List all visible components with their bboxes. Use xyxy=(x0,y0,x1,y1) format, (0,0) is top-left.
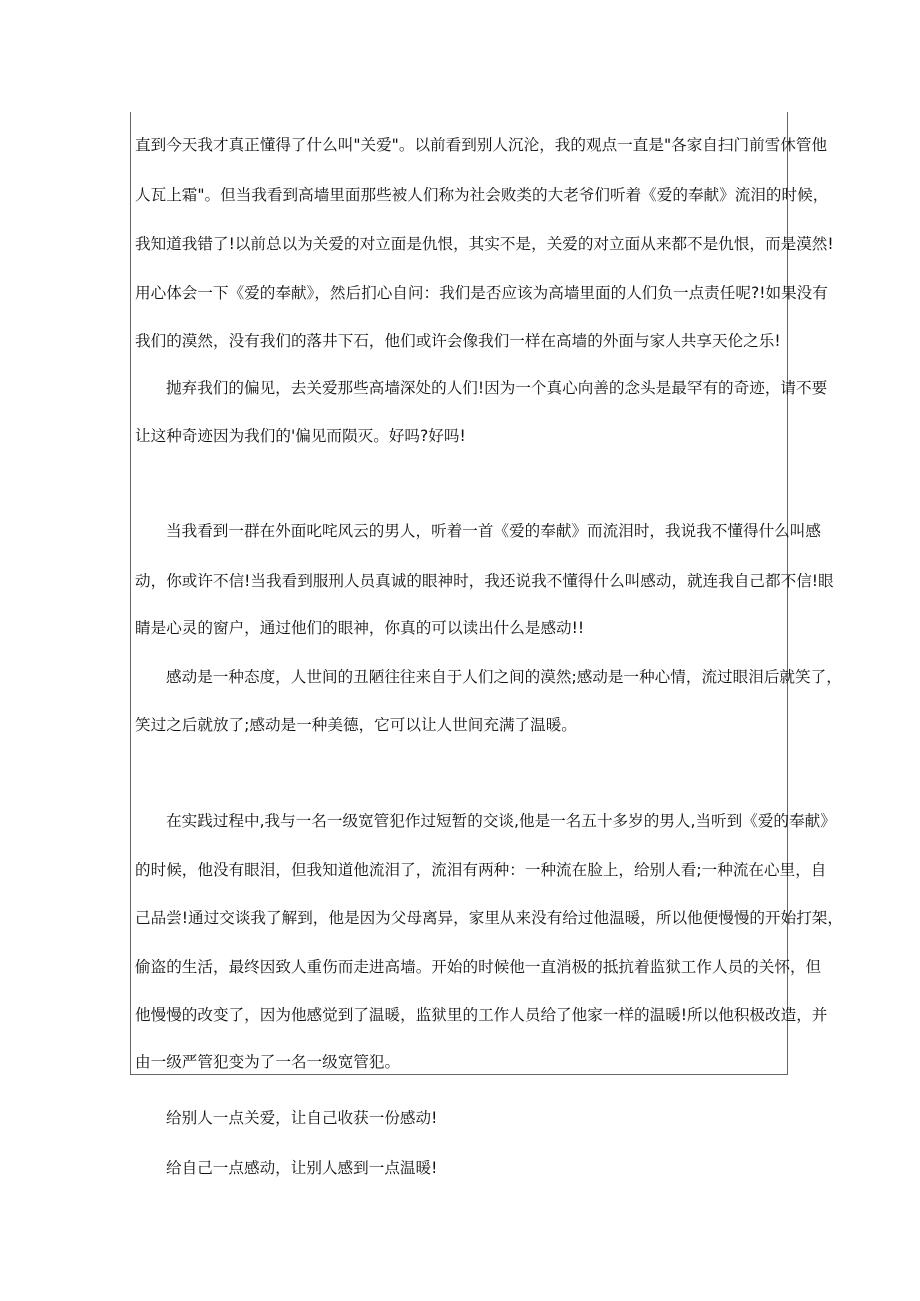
paragraph-line: 感动是一种态度，人世间的丑陋往往来自于人们之间的漠然;感动是一种心情，流过眼泪后就笑了， xyxy=(166,668,842,686)
closing-line: 给别人一点关爱，让自己收获一份感动! xyxy=(166,1109,438,1127)
paragraph-line: 让这种奇迹因为我们的'偏见而陨灭。好吗?好吗! xyxy=(135,427,466,445)
paragraph-line: 由一级严管犯变为了一名一级宽管犯。 xyxy=(135,1053,401,1071)
paragraph-line: 笑过之后就放了;感动是一种美德，它可以让人世间充满了温暖。 xyxy=(135,716,577,734)
paragraph-line: 抛弃我们的偏见，去关爱那些高墙深处的人们!因为一个真心向善的念头是最罕有的奇迹，请不要 xyxy=(166,379,828,397)
closing-line: 给自己一点感动，让别人感到一点温暖! xyxy=(166,1159,438,1177)
paragraph-line: 用心体会一下《爱的奉献》，然后扪心自问：我们是否应该为高墙里面的人们负一点责任呢?!如果没有 xyxy=(135,284,828,302)
paragraph-line: 偷盗的生活，最终因致人重伤而走进高墙。开始的时候他一直消极的抵抗着监狱工作人员的关怀，但 xyxy=(135,958,822,976)
paragraph-line: 我知道我错了!以前总以为关爱的对立面是仇恨，其实不是，关爱的对立面从来都不是仇恨，而是漠然! xyxy=(135,235,834,253)
paragraph-line: 直到今天我才真正懂得了什么叫"关爱"。以前看到别人沉沦，我的观点一直是"各家自扫门前雪休管他 xyxy=(135,136,828,154)
paragraph-line: 动，你或许不信!当我看到服刑人员真诚的眼神时，我还说我不懂得什么叫感动，就连我自己都不信!眼 xyxy=(135,572,834,590)
paragraph-line: 当我看到一群在外面叱咤风云的男人，听着一首《爱的奉献》而流泪时，我说我不懂得什么叫感 xyxy=(166,522,821,540)
paragraph-line: 的时候，他没有眼泪，但我知道他流泪了，流泪有两种：一种流在脸上，给别人看;一种流在心里，自 xyxy=(135,861,827,879)
paragraph-line: 我们的漠然，没有我们的落井下石，他们或许会像我们一样在高墙的外面与家人共享天伦之乐! xyxy=(135,332,781,350)
paragraph-line: 他慢慢的改变了，因为他感觉到了温暖，监狱里的工作人员给了他家一样的温暖!所以他积极改造，并 xyxy=(135,1006,828,1024)
paragraph-line: 己品尝!通过交谈我了解到，他是因为父母离异，家里从来没有给过他温暖，所以他便慢慢的开始打架， xyxy=(135,909,843,927)
text-frame xyxy=(130,112,843,1075)
paragraph-line: 人瓦上霜"。但当我看到高墙里面那些被人们称为社会败类的大老爷们听着《爱的奉献》流泪的时候， xyxy=(135,186,829,204)
paragraph-line: 睛是心灵的窗户，通过他们的眼神，你真的可以读出什么是感动!! xyxy=(135,619,585,637)
paragraph-line: 在实践过程中,我与一名一级宽管犯作过短暂的交谈,他是一名五十多岁的男人,当听到《爱的奉献》 xyxy=(166,812,836,830)
